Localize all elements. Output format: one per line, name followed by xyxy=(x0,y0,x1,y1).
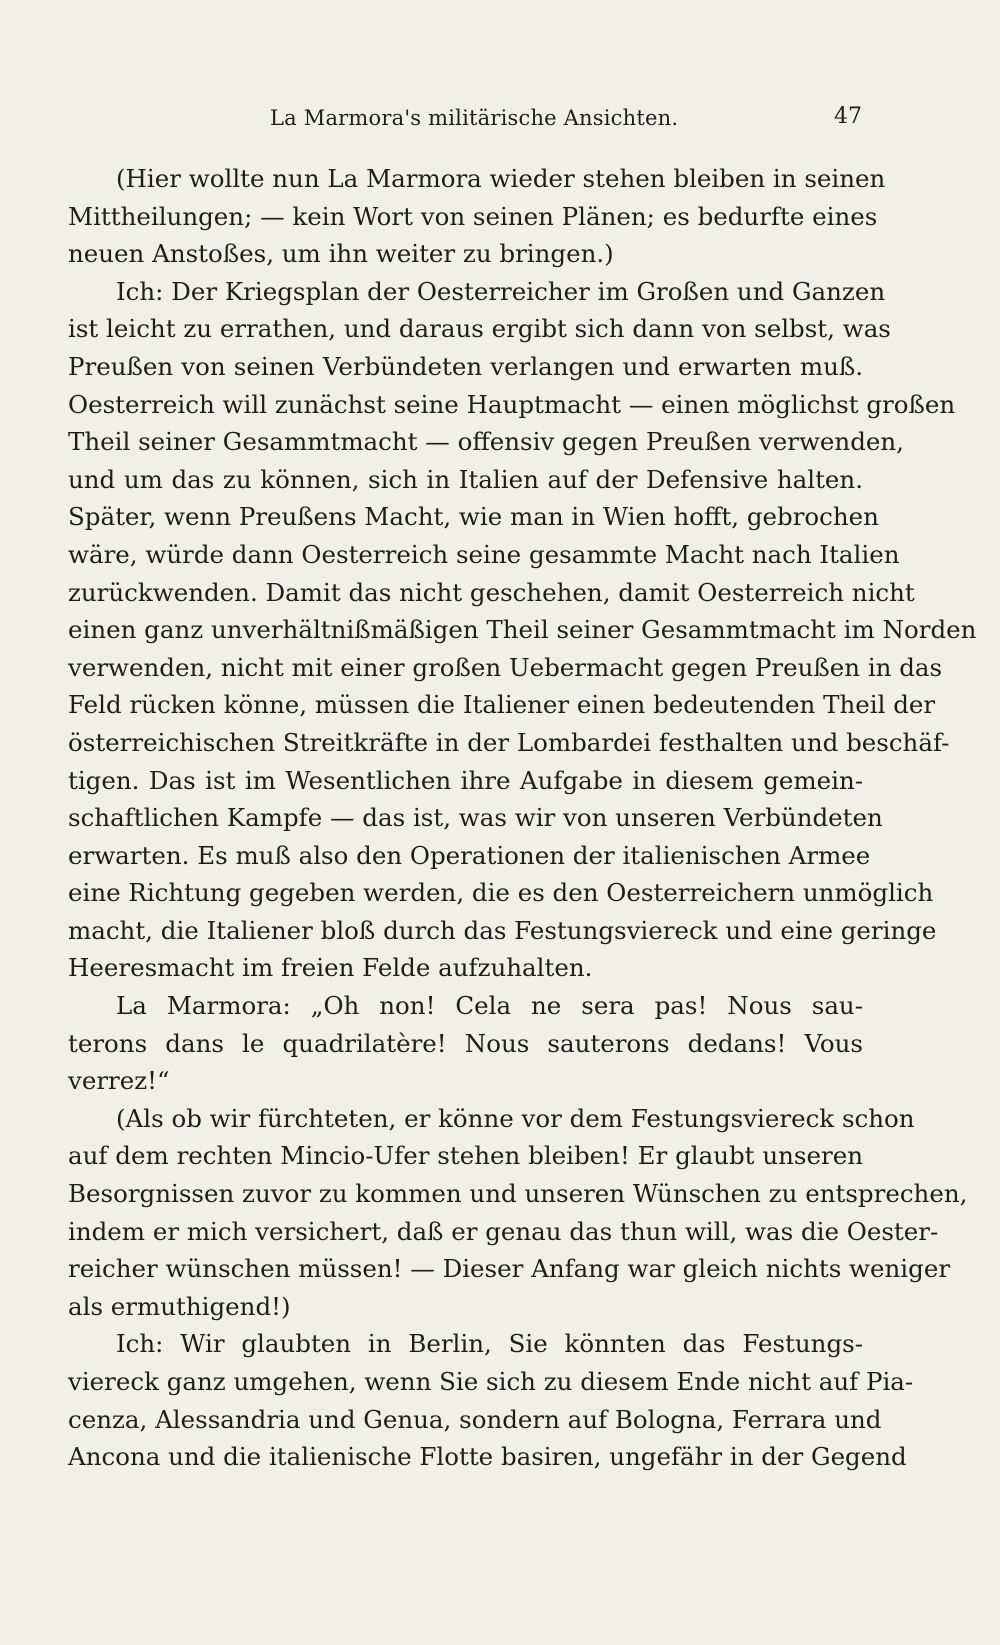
text-line: indem er mich versichert, daß er genau das thun will, was die Oester- xyxy=(68,1216,939,1246)
text-line: eine Richtung gegeben werden, die es den Oesterreichern unmöglich xyxy=(68,878,934,908)
text-line: (Hier wollte nun La Marmora wieder stehen bleiben in seinen xyxy=(116,164,886,193)
text-line: und um das zu können, sich in Italien auf der Defensive halten. xyxy=(68,464,863,494)
page-header xyxy=(0,98,1000,138)
text-line: reicher wünschen müssen! — Dieser Anfang war gleich nichts weniger xyxy=(68,1254,951,1284)
text-line: macht, die Italiener bloß durch das Festungsviereck und eine geringe xyxy=(68,915,937,945)
text-line: terons dans le quadrilatère! Nous sauterons dedans! Vous xyxy=(68,1028,863,1058)
text-line: Preußen von seinen Verbündeten verlangen und erwarten muß. xyxy=(68,351,863,381)
text-line: neuen Anstoßes, um ihn weiter zu bringen.) xyxy=(68,239,614,269)
running-head: La Marmora's militärische Ansichten. xyxy=(270,106,679,130)
text-line: österreichischen Streitkräfte in der Lombardei festhalten und beschäf- xyxy=(68,727,950,757)
text-line: verrez!“ xyxy=(68,1066,170,1096)
text-line: auf dem rechten Mincio-Ufer stehen bleiben! Er glaubt unseren xyxy=(68,1141,863,1171)
text-line: Ich: Der Kriegsplan der Oesterreicher im Großen und Ganzen xyxy=(116,276,886,306)
page-number: 47 xyxy=(834,104,862,129)
text-line: Ancona und die italienische Flotte basiren, ungefähr in der Gegend xyxy=(68,1442,907,1472)
text-line: Oesterreich will zunächst seine Hauptmacht — einen möglichst großen xyxy=(68,389,956,419)
text-line: verwenden, nicht mit einer großen Uebermacht gegen Preußen in das xyxy=(68,652,943,682)
text-line: Feld rücken könne, müssen die Italiener einen bedeutenden Theil der xyxy=(68,690,936,720)
text-line: viereck ganz umgehen, wenn Sie sich zu diesem Ende nicht auf Pia- xyxy=(68,1367,914,1396)
text-line: Theil seiner Gesammtmacht — offensiv gegen Preußen verwenden, xyxy=(68,427,904,457)
text-line: erwarten. Es muß also den Operationen der italienischen Armee xyxy=(68,840,871,870)
text-line: als ermuthigend!) xyxy=(68,1291,291,1321)
text-line: Heeresmacht im freien Felde aufzuhalten. xyxy=(68,953,593,983)
text-line: einen ganz unverhältnißmäßigen Theil seiner Gesammtmacht im Norden xyxy=(68,615,977,645)
body-text xyxy=(68,160,977,1476)
text-line: Ich: Wir glaubten in Berlin, Sie könnten das Festungs- xyxy=(116,1329,863,1359)
text-line: Später, wenn Preußens Macht, wie man in Wien hofft, gebrochen xyxy=(68,502,879,532)
text-line: Mittheilungen; — kein Wort von seinen Plänen; es bedurfte eines xyxy=(68,201,878,231)
text-line: (Als ob wir fürchteten, er könne vor dem Festungsviereck schon xyxy=(116,1103,915,1133)
text-line: tigen. Das ist im Wesentlichen ihre Aufgabe in diesem gemein- xyxy=(68,765,863,795)
text-line: schaftlichen Kampfe — das ist, was wir von unseren Verbündeten xyxy=(68,803,883,833)
text-line: ist leicht zu errathen, und daraus ergibt sich dann von selbst, was xyxy=(68,314,891,344)
text-line: wäre, würde dann Oesterreich seine gesammte Macht nach Italien xyxy=(68,539,900,569)
text-line: La Marmora: „Oh non! Cela ne sera pas! Nous sau- xyxy=(116,991,863,1021)
text-line: zurückwenden. Damit das nicht geschehen, damit Oesterreich nicht xyxy=(68,577,915,607)
text-line: Besorgnissen zuvor zu kommen und unseren Wünschen zu entsprechen, xyxy=(68,1179,968,1209)
text-line: cenza, Alessandria und Genua, sondern auf Bologna, Ferrara und xyxy=(68,1404,882,1434)
